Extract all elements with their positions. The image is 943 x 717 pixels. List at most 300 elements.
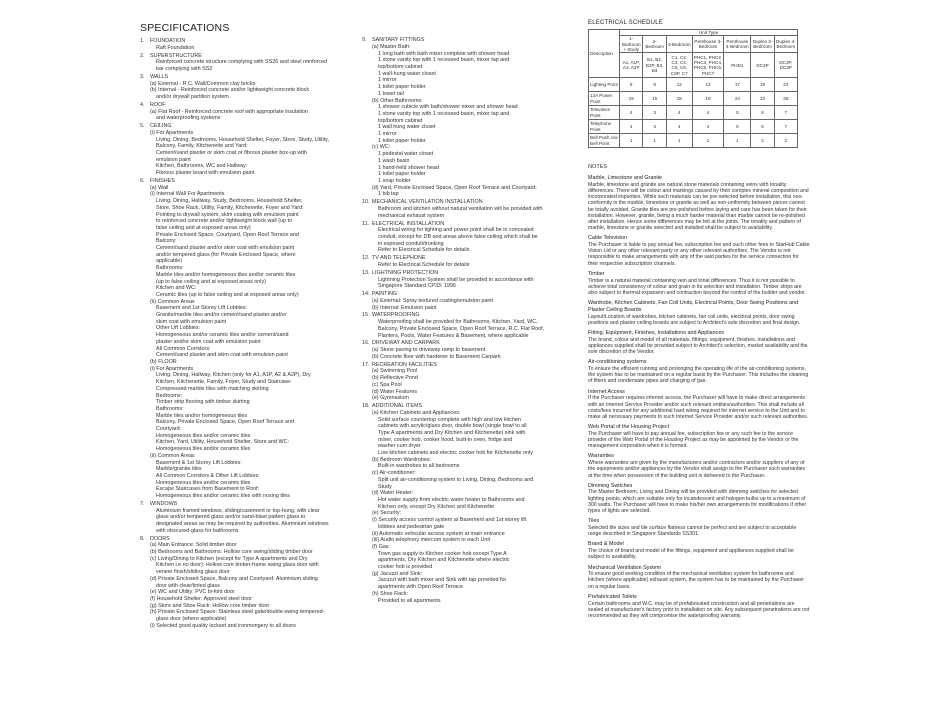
note-text: Selected tile sizes and tile surface flatness cannot be perfect and are subject to acceptable range described in Singapore Standards SS301.: [588, 524, 797, 538]
section-title: DRIVEWAY AND CARPARK: [372, 340, 440, 347]
section-line: 1 mirror: [378, 77, 397, 84]
row-label: 13A Power Point: [589, 92, 620, 106]
section-line: Kitchen, Yard, Utility, Household Shelter, Store and WC:: [156, 439, 290, 446]
note-item: [588, 594, 810, 619]
section-line: mixer, cooker hob, cooker hood, built-in oven, fridge and: [378, 436, 513, 443]
table-cell: 16: [643, 92, 667, 106]
note-heading: Tiles: [588, 518, 600, 525]
section-line: emulsion paint: [156, 156, 191, 163]
section-line: Aluminium framed windows, sliding/casement or top-hung, with clear: [156, 507, 320, 514]
section-line: Bedrooms:: [156, 392, 183, 399]
section-body: [150, 74, 358, 101]
section-line: (b) Reflective Pond: [372, 375, 418, 382]
section-line: 1 soap holder: [378, 177, 411, 184]
section-line: 1 stone vanity top with 1 recessed basin, mixer tap and: [378, 57, 510, 64]
section-line: (b) Internal: Emulsion paint: [372, 304, 437, 311]
section-line: Refer to Electrical Schedule for details: [378, 247, 470, 254]
note-text: The Master Bedroom, Living and Dining will be provided with dimming switches for selected lighting points, which are suitable only for incandescent and halogen bulbs up to a maximum of 300 watts. The Purchaser will have to make his/her own arrangements for modifications if other types of lights are selected.: [588, 489, 807, 515]
section-line: Planters, Pools, Water Features & Basement, where applicable: [378, 332, 529, 339]
section-number: 11.: [362, 220, 370, 227]
note-item: [588, 453, 810, 478]
column-header: Penthouse 4-Bedroom: [724, 36, 751, 53]
note-text: The Purchaser is liable to pay annual fee, subscription fee and such other fees to StarHub Cable Vision Ltd or any other relevant party or any other relevant authorities. The Vendor is not responsible to make arrangements with any of the said parties for the service connection for their respective subscription channels.: [588, 242, 810, 267]
table-cell: 3: [643, 106, 667, 120]
section-title: MECHANICAL VENTILATION INSTALLATION: [372, 199, 483, 206]
section-line: (i) Security access control system at Basement and 1st storey lift: [372, 517, 527, 524]
section-line: Cement/sand plaster and/or skim coat with emulsion paint: [156, 245, 295, 252]
spec-section: [362, 312, 570, 339]
section-line: (a) Kitchen Cabinets and Appliances:: [372, 409, 461, 416]
section-line: Basement & 1st Storey Lift Lobbies:: [156, 459, 242, 466]
section-line: Granite/marble tiles and/or cement/sand plaster and/or: [156, 312, 287, 319]
column-header: Duplex 3-Bedroom: [751, 36, 774, 53]
section-line: 1 wall-hung water closet: [378, 70, 436, 77]
section-line: glass door (where applicable): [156, 616, 227, 623]
note-text: The Purchaser will have to pay annual fee, subscription fee or any such fee to the service provider of the Web Portal of the Housing Project as may be appointed by the Vendor or the management corporation when it is formed.: [588, 430, 799, 450]
section-line: and/or tempered glass (for Private Enclosed Space, where: [156, 251, 296, 258]
spec-section: [362, 291, 570, 311]
section-line: (i) Internal Wall For Apartments: [150, 191, 225, 198]
section-line: Singapore Standard CP33: 1996: [378, 283, 456, 290]
section-body: [150, 536, 358, 630]
section-line: Kitchen i.e no door): Hollow core timber-frame swing glass door with: [156, 562, 319, 569]
section-title: PAINTING: [372, 291, 398, 298]
section-line: Homogeneous tiles and/or ceramic tiles: [156, 479, 251, 486]
section-line: 1 toilet paper holder: [378, 171, 426, 178]
section-line: (c) WC:: [372, 144, 391, 151]
section-line: skim coat with emulsion paint: [156, 318, 227, 325]
column-unit-types: PHD1: [724, 53, 751, 78]
section-number: 5.: [140, 123, 145, 130]
section-line: (b) Other Bathrooms:: [372, 97, 423, 104]
section-title: WINDOWS: [150, 500, 178, 507]
section-line: applicable): [156, 258, 183, 265]
note-heading: Web Portal of the Housing Project: [588, 424, 670, 431]
section-line: (iii) Audio telephony intercom system to each Unit: [372, 537, 491, 544]
section-line: lobbies and pedestrian gate: [378, 523, 445, 530]
section-line: Balcony, Private Enclosed Space, Open Roof Terrace and: [156, 419, 294, 426]
spec-sections-2: [362, 37, 570, 604]
table-cell: 4: [692, 106, 724, 120]
section-line: (ii) Automatic vehicular access system at main entrance: [372, 530, 505, 537]
section-number: 1.: [140, 38, 145, 44]
section-line: Private Enclosed Space, Courtyard, Open Roof Terrace and: [156, 231, 299, 238]
section-line: Provided to all apartments: [378, 597, 441, 604]
section-line: conduit, except for DB and areas above false ceiling which shall be: [378, 233, 538, 240]
table-cell: 28: [774, 92, 797, 106]
section-title: RECREATION FACILITIES: [372, 361, 437, 368]
section-line: All Common Corridors & Other Lift Lobbies:: [156, 472, 260, 479]
section-line: (a) Main Entrance: Solid timber door: [150, 542, 237, 549]
section-line: Living, Dining, Hallway, Study, Bedrooms, Household Shelter,: [156, 198, 303, 205]
section-line: (c) Living/Dining to Kitchen (except for Type A apartments and Dry: [150, 555, 308, 562]
section-number: 9.: [362, 37, 367, 44]
section-line: Jacuzzi with bath mixer and Sink with tap provided for: [378, 577, 507, 584]
note-text: Layout/Location of wardrobes, kitchen cabinets, fan coil units, electrical points, door swing positions and plaster ceiling boards are subject to Architect's sole discretion and final design.: [588, 313, 801, 326]
page-title: SPECIFICATIONS: [140, 22, 230, 34]
table-cell: 24: [724, 92, 751, 106]
section-line: Marble tiles and/or homogeneous tiles: [156, 412, 248, 419]
section-line: Timber strip flooring with timber skirting: [156, 399, 250, 406]
section-line: veneer finish/sliding glass door: [156, 569, 230, 576]
section-line: Lightning Protection System shall be provided in accordance with: [378, 276, 534, 283]
section-line: (up to false ceiling and at exposed areas only): [156, 278, 266, 285]
note-heading: Marble, Limestone and Granite: [588, 175, 663, 182]
section-body: [150, 53, 358, 73]
section-line: Courtyard:: [156, 426, 182, 433]
section-number: 2.: [140, 52, 145, 59]
section-line: (b) Internal - Reinforced concrete and/or lightweight concrete block: [150, 87, 310, 94]
section-line: (a) Master Bath:: [372, 43, 411, 50]
section-body: [372, 340, 570, 360]
table-cell: 8: [620, 78, 643, 92]
section-line: (f) Gas:: [372, 543, 390, 550]
table-cell: 6: [751, 106, 774, 120]
spec-section: [140, 38, 358, 51]
note-text: Where warranties are given by the manufacturers and/or contractors and/or suppliers of any of the equipments and/or appliances by the Vendor shall assign to the Purchaser such warranties at the time when possession of the building unit is delivered to the Purchaser.: [588, 460, 806, 479]
spec-section: [362, 270, 570, 290]
table-cell: 13: [692, 78, 724, 92]
section-line: (a) Stone paving to driveway ramp to basement: [372, 347, 486, 354]
section-line: top/bottom cabinet: [378, 117, 423, 124]
spec-section: [140, 102, 358, 122]
note-item: [588, 359, 810, 384]
section-line: Basement and 1st Storey Lift Lobbies:: [156, 305, 248, 312]
spec-section: [362, 37, 570, 198]
table-cell: 12: [666, 78, 692, 92]
section-line: Cement/sand plaster or skim coat or fibrous plaster box-up with: [156, 150, 308, 156]
section-body: [150, 102, 358, 122]
table-cell: 2: [774, 134, 797, 148]
section-line: cabinets with acrylic/glass door, double bowl (single bowl to all: [378, 423, 527, 430]
section-title: ROOF: [150, 101, 166, 108]
table-cell: 1: [692, 134, 724, 148]
table-cell: 4: [666, 120, 692, 134]
section-body: [150, 501, 358, 535]
section-line: (f) Household Shelter: Approved steel door: [150, 595, 252, 602]
section-title: FINISHES: [150, 178, 175, 184]
section-body: [372, 291, 570, 311]
section-line: top/bottom cabinet: [378, 64, 423, 70]
section-title: CEILING: [150, 123, 172, 130]
section-body: [150, 178, 358, 500]
note-heading: Air-conditioning systems: [588, 359, 647, 366]
electrical-schedule-table: [588, 29, 798, 149]
section-body: [372, 199, 570, 219]
section-line: (g) Store and Shoe Rack: Hollow core timber door: [150, 602, 270, 609]
note-item: [588, 330, 810, 355]
section-number: 3.: [140, 73, 145, 80]
note-heading: Timber: [588, 270, 605, 277]
section-number: 8.: [140, 535, 145, 542]
description-header: Description: [589, 29, 620, 78]
spec-section: [362, 255, 570, 268]
section-line: Other Lift Lobbies:: [156, 325, 201, 332]
table-cell: 9: [643, 78, 667, 92]
section-line: bar complying with SS2: [156, 66, 213, 72]
section-number: 14.: [362, 291, 370, 298]
section-body: [150, 123, 358, 177]
section-line: to reinforced concrete and/or lightweight block wall (up to: [156, 218, 293, 225]
note-text: To ensure good working condition of the mechanical ventilation system for bathrooms and kitchen (where applicable) exhaust system, the system has to be maintained by the Purchaser on a regular basis.: [588, 571, 804, 590]
section-number: 10.: [362, 199, 370, 206]
note-item: [588, 565, 810, 590]
section-line: Compressed marble tiles with matching skirting: [156, 385, 269, 392]
spec-section: [362, 340, 570, 360]
section-line: 1 long bath with bath mixer complete with shower head: [378, 50, 510, 57]
section-line: Hot water supply from electric water heater to Bathrooms and: [378, 496, 525, 503]
section-line: (a) Wall: [150, 184, 169, 191]
column-header: Penthouse 3-Bedroom: [692, 36, 724, 53]
section-line: Fibrous plaster board with emulsion paint: [156, 170, 255, 177]
column-header: 2-Bedroom: [643, 36, 667, 53]
table-cell: 6: [751, 120, 774, 134]
section-line: Store, Shoe Rack, Utility, Family, Kitchenette, Foyer and Yard:: [156, 204, 304, 211]
section-number: 7.: [140, 500, 145, 507]
section-line: Kitchen only, except Dry Kitchen and Kitchenette: [378, 503, 495, 510]
note-heading: Fitting, Equipment, Finishes, Installations and Appliances: [588, 330, 725, 336]
row-label: Bell Push c/w Bell Point: [590, 135, 618, 146]
note-text: Certain bathrooms and W.C. may be of prefabricated construction and all penetrations are sealed at manufacturer's factory prior to installation on site. Any subsequent penetrations are not recommended as they will compromise the waterproofing warranty.: [588, 600, 810, 619]
table-cell: 17: [724, 78, 751, 92]
table-cell: 1: [620, 134, 643, 148]
row-label: Telephone Point: [589, 120, 620, 134]
section-line: (b) Bedrooms and Bathrooms: Hollow core swing/sliding timber door: [150, 549, 313, 556]
electrical-schedule-heading: ELECTRICAL SCHEDULE: [588, 20, 663, 26]
table-cell: 5: [724, 106, 751, 120]
section-line: (ii) Common Areas: [150, 452, 195, 459]
section-line: (i) For Apartments: [150, 365, 194, 372]
table-row: [589, 78, 798, 92]
note-item: [588, 424, 810, 449]
section-line: (h) Private Enclosed Space: Stainless steel gate/double-swing tempered-: [150, 609, 325, 616]
section-line: (d) Water Features: [372, 388, 418, 395]
section-line: Marble/granite tiles: [156, 466, 202, 473]
spec-section: [140, 53, 358, 73]
section-line: Kitchen and WC:: [156, 285, 197, 292]
note-heading: Dimming Switches: [588, 482, 633, 489]
specifications-column-2: [362, 36, 570, 604]
section-line: (i) For Apartments: [150, 129, 194, 136]
table-cell: 19: [692, 92, 724, 106]
table-row: [589, 120, 798, 134]
table-cell: 7: [774, 106, 797, 120]
table-cell: 1: [724, 134, 751, 148]
section-line: Built-in wardrobes to all bedrooms: [378, 463, 460, 470]
table-cell: 3: [643, 120, 667, 134]
section-line: Escape Staircases from Basement to Roof:: [156, 486, 260, 493]
section-number: 13.: [362, 269, 370, 276]
section-title: ELECTRICAL INSTALLATION: [372, 220, 445, 227]
section-line: Bathrooms:: [156, 265, 184, 272]
section-line: Balcony:: [156, 238, 177, 245]
section-line: Waterproofing shall be provided for Bathrooms, Kitchen, Yard, WC,: [378, 319, 538, 326]
table-cell: 4: [692, 120, 724, 134]
note-text: Marble, limestone and granite are natural stone materials containing veins with tonality differences. There will be colour and markings caused by their complex mineral composition and incorporated impurities. While such materials can be pre-selected before installation, this non-conformity in the marble, limestone or granite as well as non-uniformity between pieces cannot be totally avoided. Granite tiles are pre-polished before laying and care has been taken for their installation. However, granite, being a much harder material than marble cannot be re-polished after installation. Hence some differences may be felt at the joints. The tonality and pattern of marble, limestone or granite selected and installed shall be subject to availability.: [588, 181, 809, 232]
table-row: [589, 92, 798, 106]
table-cell: 2: [751, 134, 774, 148]
notes-list: [588, 175, 810, 619]
table-header-row: [589, 53, 798, 78]
section-line: with obscured-glass for bathrooms: [156, 527, 239, 534]
note-heading: Cable Television: [588, 235, 628, 242]
section-line: 1 bib tap: [378, 191, 399, 198]
section-line: Living, Dining, Bedrooms, Household Shelter, Foyer, Store, Study, Utility,: [156, 136, 329, 143]
note-item: [588, 300, 810, 326]
note-item: [588, 389, 810, 421]
table-cell: 15: [620, 92, 643, 106]
section-line: plaster and/or skim coat with emulsion paint: [156, 338, 261, 345]
section-body: [150, 38, 358, 51]
section-line: designated areas as may be required by authorities. Aluminium windows: [156, 521, 329, 528]
table-cell: 7: [774, 120, 797, 134]
section-body: [372, 221, 570, 255]
column-unit-types: B1, B2, B2P, B3, B4: [643, 53, 667, 78]
section-line: apartments, Dry Kitchen and Kitchenette where electric: [378, 557, 510, 564]
section-number: 6.: [140, 178, 145, 184]
table-cell: 4: [620, 106, 643, 120]
section-title: TV AND TELEPHONE: [372, 255, 426, 262]
section-number: 12.: [362, 255, 370, 262]
section-body: [372, 255, 570, 268]
note-item: [588, 271, 810, 296]
section-line: 1 shower cubicle with bath/shower mixer and shower head: [378, 104, 518, 111]
section-line: Balcony, Private Enclosed Space, Open Roof Terrace, R.C. Flat Roof,: [378, 325, 545, 332]
table-cell: 4: [666, 106, 692, 120]
column-unit-types: DC3P: [751, 53, 774, 78]
section-line: (ii) Common Areas: [150, 298, 195, 305]
row-label: Television Point: [589, 106, 620, 120]
spec-section: [140, 536, 358, 630]
section-line: (a) Swimming Pool: [372, 368, 418, 375]
section-line: Homogeneous tiles and/or ceramic tiles: [156, 446, 251, 453]
section-line: Ceramic tiles (up to false ceiling and at exposed areas only): [156, 291, 299, 298]
section-line: (a) External - R.C. Wall/Common clay bricks: [150, 80, 256, 87]
column-unit-types: DC3P, DC3P: [774, 53, 797, 78]
spec-sections-1: [140, 38, 358, 629]
section-line: Electrical wiring for lighting and power point shall be in concealed: [378, 227, 534, 234]
section-line: (c) Air-conditioner:: [372, 470, 416, 477]
section-line: cooker hob is provided: [378, 564, 433, 571]
section-line: Marble tiles and/or homogeneous tiles and/or ceramic tiles: [156, 271, 296, 278]
section-title: FOUNDATION: [150, 38, 186, 44]
spec-section: [140, 501, 358, 535]
note-item: [588, 235, 810, 267]
section-line: (d) Private Enclosed Space, Balcony and Courtyard: Aluminium sliding: [150, 575, 318, 582]
column-header: Duplex 4-Bedroom: [774, 36, 797, 53]
section-line: Refer to Electrical Schedule for details: [378, 261, 470, 268]
note-item: [588, 541, 810, 560]
section-line: Kitchen, Bathrooms, WC and Hallway:: [156, 163, 248, 170]
table-cell: 23: [751, 92, 774, 106]
section-line: (i) Selected good quality lockset and ironmongery to all doors: [150, 622, 296, 629]
section-line: (h) Shoe Rack:: [372, 590, 408, 597]
section-line: Homogeneous and/or ceramic tiles and/or cement/sand: [156, 332, 289, 339]
note-text: To ensure the efficient running and prolonging the operating life of the air-conditioning systems, the system has to be maintained on a regular basis by the Purchaser. This includes the cleaning of filters and condensate pipes and charging of gas.: [588, 366, 809, 385]
section-line: Split unit air-conditioning system to Living, Dining, Bedrooms and: [378, 476, 534, 483]
section-line: 1 wash basin: [378, 157, 410, 164]
spec-section: [140, 74, 358, 101]
section-line: and/or drywall partition system: [156, 94, 229, 100]
section-line: Homogeneous tiles and/or ceramic tiles with nosing tiles: [156, 493, 290, 500]
table-cell: 5: [724, 120, 751, 134]
section-title: WALLS: [150, 73, 169, 80]
section-line: washer cum dryer: [378, 443, 421, 450]
section-line: Cement/sand plaster and skim coat with emulsion paint: [156, 352, 288, 359]
section-line: Bathrooms:: [156, 405, 184, 412]
note-text: The choice of brand and model of the fittings, equipment and appliances supplied shall be subject to availability.: [588, 548, 794, 561]
section-line: Study: [378, 483, 392, 490]
table-cell: 4: [620, 120, 643, 134]
section-line: Pointing to drywall system, skim coating with emulsion paint: [156, 211, 299, 218]
table-cell: 18: [666, 92, 692, 106]
note-heading: Mechanical Ventilation System: [588, 564, 662, 571]
section-line: Low kitchen cabinets and electric cooker hob for Kitchenette only: [378, 450, 533, 457]
section-title: SANITARY FITTINGS: [372, 37, 425, 44]
section-line: mechanical exhaust system: [378, 212, 445, 219]
spec-section: [362, 221, 570, 255]
note-text: If the Purchaser requires internet access, the Purchaser will have to make direct arrangements with an Internet Service Provider and/or such relevant entities/authorities. This shall include all costs/fees incurred for any additional hard wiring required for internet service to the Unit and to make all necessary payments to such Internet Service Provider and/or such relevant authorities.: [588, 395, 809, 420]
spec-section: [140, 178, 358, 500]
section-line: All Common Corridors:: [156, 345, 211, 352]
specifications-column-1: [140, 22, 358, 629]
section-title: WATERPROOFING: [372, 312, 420, 319]
section-number: 18.: [362, 403, 370, 410]
section-number: 15.: [362, 312, 370, 319]
section-line: Balcony, Family, Kitchenette and Yard:: [156, 143, 248, 150]
section-body: [372, 403, 570, 604]
note-text: The brand, colour and model of all materials, fittings, equipment, finishes, installations and appliances supplied shall be provided subject to Architect's selection, market availability and the sole discretion of the Vendor.: [588, 336, 808, 356]
section-line: (c) Spa Pool: [372, 381, 402, 388]
note-item: [588, 518, 810, 537]
table-header-row: [589, 36, 798, 53]
section-line: (b) Concrete floor with hardener to Basement Carpark: [372, 353, 501, 360]
section-number: 17.: [362, 361, 370, 368]
section-title: SUPERSTRUCTURE: [150, 52, 202, 59]
section-line: (b) FLOOR: [150, 358, 177, 365]
section-line: in exposed conduit/trunking: [378, 240, 444, 247]
table-row: [589, 134, 798, 148]
section-number: 16.: [362, 340, 370, 347]
section-line: (e) WC and Utility: PVC bi-fold door: [150, 589, 235, 596]
note-heading: Internet Access: [588, 388, 625, 395]
section-body: [372, 362, 570, 402]
section-line: 1 pedestal water closet: [378, 151, 434, 158]
section-line: 1 hand-held shower head: [378, 164, 439, 171]
table-cell: 23: [774, 78, 797, 92]
section-number: 4.: [140, 101, 145, 108]
section-body: [372, 312, 570, 339]
section-body: [372, 270, 570, 290]
unit-type-header: Unit Type: [620, 29, 798, 35]
section-line: (e) Gymnasium: [372, 395, 409, 402]
section-line: Raft Foundation: [156, 44, 195, 51]
section-line: 1 toilet paper holder: [378, 137, 426, 144]
section-line: (a) External: Spray textured coating/emulsion paint: [372, 297, 494, 304]
note-heading: Wardrobe, Kitchen Cabinets, Fan Coil Units, Electrical Points, Door Swing Positions and Plaster Ceiling Boards: [588, 300, 799, 313]
section-line: (e) Security:: [372, 510, 402, 517]
table-row: [589, 106, 798, 120]
section-line: 1 stone vanity top with 1 recessed basin, mixer tap and: [378, 110, 510, 117]
section-line: (a) Flat Roof - Reinforced concrete roof with appropriate insulation: [150, 108, 308, 115]
section-line: glass and/or tempered glass and/or sand-blast pattern glass to: [156, 514, 306, 521]
note-text: Timber is a natural material containing vein and tonal differences. Thus it is not possible to achieve total consistency of colour and grain in its selection and installation. Timber strips are also subject to thermal expansion and contraction beyond the control of the builder and vendor.: [588, 277, 807, 296]
table-cell: 18: [751, 78, 774, 92]
section-line: 1 mirror: [378, 131, 397, 138]
note-heading: Brand & Model: [588, 541, 624, 548]
section-line: Homogeneous tiles and/or ceramic tiles: [156, 432, 251, 439]
column-unit-types: PHC1, PHC2, PHC3, PHC4, PHC5, PHC6, PHC7: [692, 53, 724, 78]
